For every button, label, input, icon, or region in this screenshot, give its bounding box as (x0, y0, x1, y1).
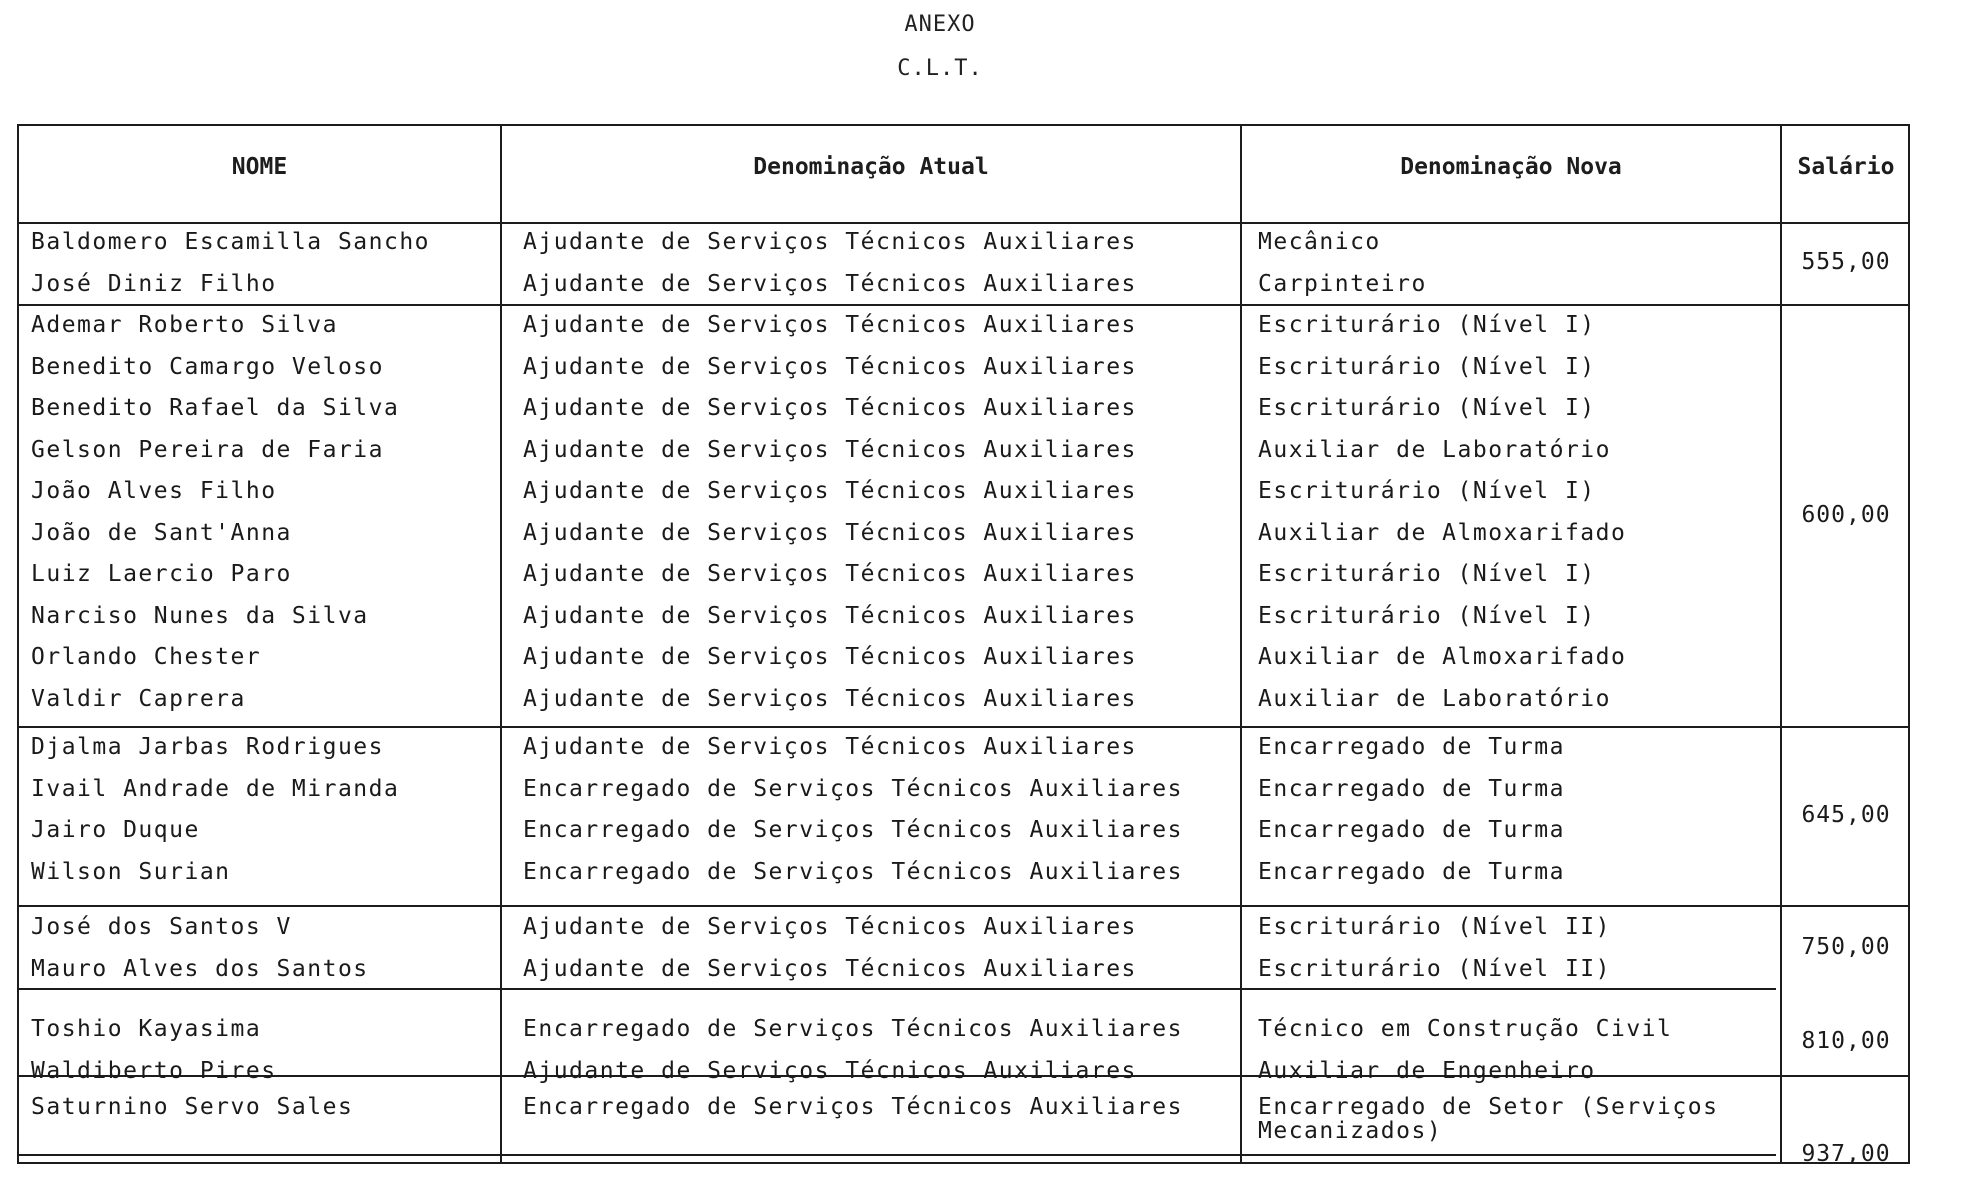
table-cell-nome: Saturnino Servo Sales (31, 1094, 354, 1120)
table-cell-atual: Ajudante de Serviços Técnicos Auxiliares (523, 519, 1137, 546)
column-header-nome: NOME (231, 154, 288, 180)
table-cell-atual: Encarregado de Serviços Técnicos Auxiliares (523, 775, 1183, 802)
salary-table (17, 124, 1910, 1167)
table-cell-atual: Ajudante de Serviços Técnicos Auxiliares (523, 955, 1137, 982)
column-divider (1240, 126, 1242, 1162)
table-cell-nova: Escriturário (Nível I) (1258, 312, 1596, 338)
table-cell-nova: Mecânico (1258, 229, 1381, 255)
salary-value: 600,00 (1801, 501, 1891, 528)
table-cell-atual: Ajudante de Serviços Técnicos Auxiliares (523, 561, 1137, 587)
table-cell-nova: Escriturário (Nível II) (1258, 914, 1611, 940)
table-cell-atual: Ajudante de Serviços Técnicos Auxiliares (523, 270, 1137, 297)
table-cell-nova: Auxiliar de Laboratório (1258, 685, 1611, 712)
table-cell-atual: Ajudante de Serviços Técnicos Auxiliares (523, 685, 1137, 712)
table-cell-nome: João de Sant'Anna (31, 519, 292, 546)
salary-value: 810,00 (1801, 1028, 1891, 1054)
table-cell-nova: Encarregado de Turma (1258, 817, 1565, 843)
table-cell-nome: Wilson Surian (31, 858, 231, 885)
table-cell-nova: Auxiliar de Engenheiro (1258, 1057, 1596, 1084)
table-cell-atual: Encarregado de Serviços Técnicos Auxiliares (523, 817, 1183, 843)
table-cell-nome: José dos Santos V (31, 914, 292, 940)
table-cell-nova: Escriturário (Nível I) (1258, 395, 1596, 421)
table-cell-nome: José Diniz Filho (31, 270, 277, 297)
table-cell-atual: Ajudante de Serviços Técnicos Auxiliares (523, 602, 1137, 629)
table-cell-nova: Técnico em Construção Civil (1258, 1016, 1673, 1042)
table-cell-nome: Benedito Rafael da Silva (31, 395, 400, 421)
table-cell-atual: Ajudante de Serviços Técnicos Auxiliares (523, 229, 1137, 255)
column-header-nova: Denominação Nova (1400, 154, 1622, 180)
table-cell-nova: Auxiliar de Laboratório (1258, 436, 1611, 463)
table-cell-nome: Ivail Andrade de Miranda (31, 775, 400, 802)
table-cell-nova: Escriturário (Nível I) (1258, 353, 1596, 380)
table-cell-nome: Djalma Jarbas Rodrigues (31, 734, 384, 760)
row-divider (19, 1154, 1776, 1156)
column-header-atual: Denominação Atual (753, 154, 989, 180)
document-subtitle: C.L.T. (897, 56, 983, 81)
table-cell-nome: Valdir Caprera (31, 685, 246, 712)
table-cell-nova: Carpinteiro (1258, 270, 1427, 297)
table-cell-nova: Escriturário (Nível I) (1258, 561, 1596, 587)
column-divider (1780, 126, 1782, 1162)
table-cell-atual: Encarregado de Serviços Técnicos Auxiliares (523, 1094, 1183, 1120)
table-cell-nova: Escriturário (Nível I) (1258, 602, 1596, 629)
salary-value: 555,00 (1801, 249, 1891, 275)
table-cell-nova: Auxiliar de Almoxarifado (1258, 644, 1627, 670)
table-cell-nova: Escriturário (Nível I) (1258, 478, 1596, 504)
salary-value: 750,00 (1801, 933, 1891, 960)
table-cell-atual: Encarregado de Serviços Técnicos Auxiliares (523, 1016, 1183, 1042)
table-cell-nova: Encarregado de Turma (1258, 858, 1565, 885)
table-cell-nova: Escriturário (Nível II) (1258, 955, 1611, 982)
table-cell-nome: Baldomero Escamilla Sancho (31, 229, 431, 255)
table-cell-nome: Narciso Nunes da Silva (31, 602, 369, 629)
table-cell-atual: Ajudante de Serviços Técnicos Auxiliares (523, 914, 1137, 940)
table-cell-atual: Ajudante de Serviços Técnicos Auxiliares (523, 644, 1137, 670)
table-cell-nome: Benedito Camargo Veloso (31, 353, 384, 380)
table-cell-nova: Encarregado de Turma (1258, 775, 1565, 802)
table-cell-nome: Jairo Duque (31, 817, 200, 843)
column-header-salario: Salário (1797, 154, 1895, 180)
salary-value: 645,00 (1801, 802, 1891, 828)
table-cell-atual: Ajudante de Serviços Técnicos Auxiliares (523, 312, 1137, 338)
table-cell-atual: Ajudante de Serviços Técnicos Auxiliares (523, 478, 1137, 504)
salary-value: 937,00 (1801, 1140, 1891, 1167)
table-cell-atual: Ajudante de Serviços Técnicos Auxiliares (523, 353, 1137, 380)
table-cell-atual: Ajudante de Serviços Técnicos Auxiliares (523, 436, 1137, 463)
table-cell-atual: Ajudante de Serviços Técnicos Auxiliares (523, 395, 1137, 421)
column-divider (500, 126, 502, 1162)
table-cell-nome: João Alves Filho (31, 478, 277, 504)
table-cell-nome: Orlando Chester (31, 644, 262, 670)
table-cell-nova: Encarregado de Turma (1258, 734, 1565, 760)
table-cell-nova: Auxiliar de Almoxarifado (1258, 519, 1627, 546)
table-cell-atual: Ajudante de Serviços Técnicos Auxiliares (523, 1057, 1137, 1084)
table-cell-atual: Ajudante de Serviços Técnicos Auxiliares (523, 734, 1137, 760)
table-cell-nome: Mauro Alves dos Santos (31, 955, 369, 982)
table-cell-nome: Waldiberto Pires (31, 1057, 277, 1084)
table-cell-nome: Luiz Laercio Paro (31, 561, 292, 587)
table-cell-nome: Gelson Pereira de Faria (31, 436, 384, 463)
table-cell-nome: Ademar Roberto Silva (31, 312, 338, 338)
document-title: ANEXO (904, 12, 976, 37)
table-cell-atual: Encarregado de Serviços Técnicos Auxiliares (523, 858, 1183, 885)
table-cell-nome: Toshio Kayasima (31, 1016, 262, 1042)
table-cell-nova: Encarregado de Setor (Serviços Mecanizados) (1258, 1094, 1719, 1144)
